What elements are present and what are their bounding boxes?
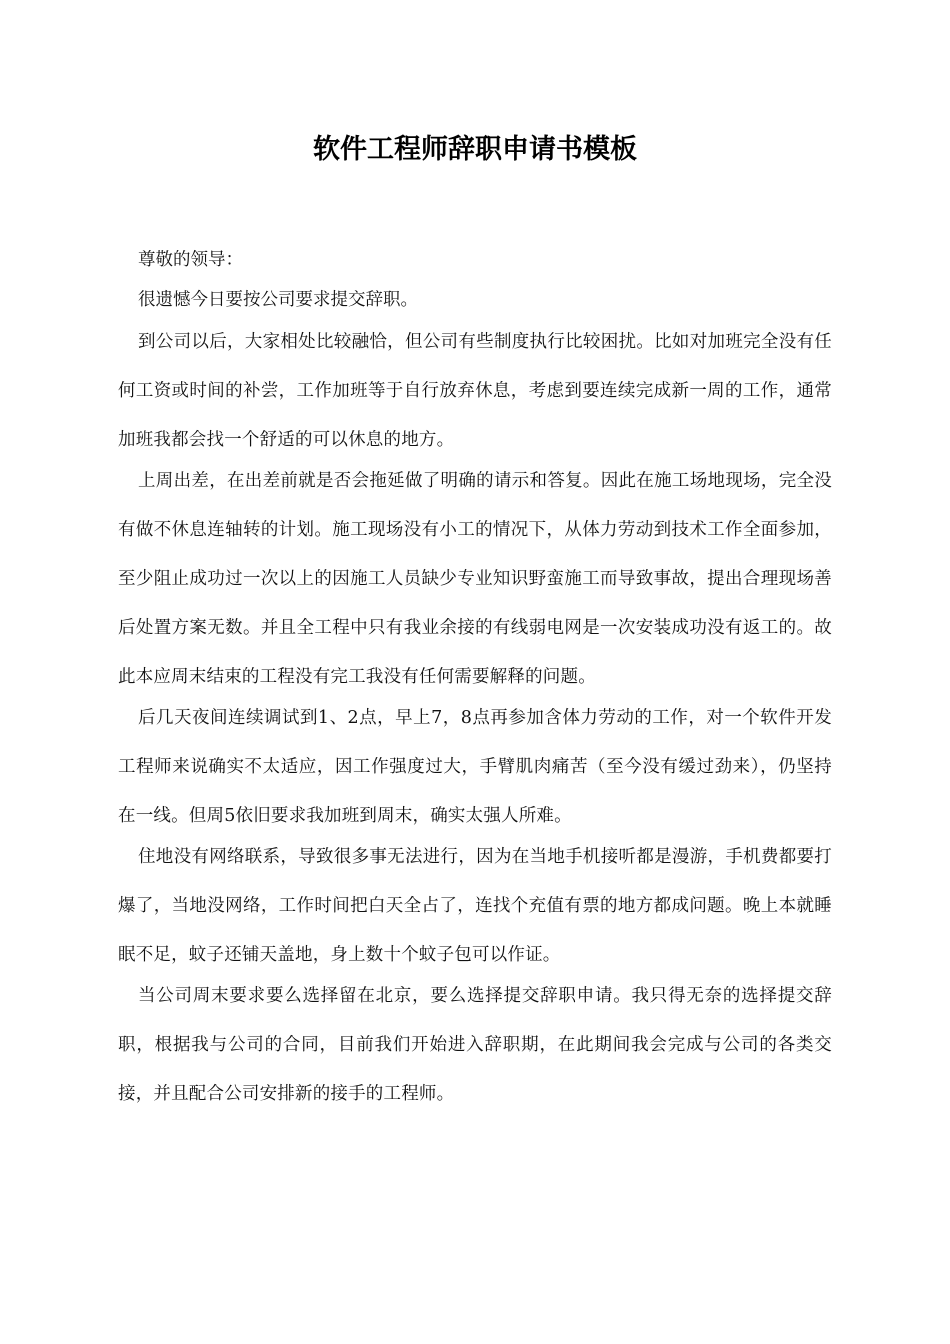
paragraph-intro: 很遗憾今日要按公司要求提交辞职。 bbox=[138, 290, 418, 310]
document-title: 软件工程师辞职申请书模板 bbox=[313, 134, 637, 165]
paragraph-living-conditions: 住地没有网络联系，导致很多事无法进行，因为在当地手机接听都是漫游，手机费都要打爆了，当地没网络，工作时间把白天全占了，连找个充值有票的地方都成问题。晚上本就睡眠不足，蚊子还铺天盖地，身上数十个蚊子包可以作证。 bbox=[118, 847, 832, 965]
letter-body bbox=[118, 240, 832, 1119]
paragraph-business-trip: 上周出差，在出差前就是否会拖延做了明确的请示和答复。因此在施工场地现场，完全没有做不休息连轴转的计划。施工现场没有小工的情况下，从体力劳动到技术工作全面参加，至少阻止成功过一次以上的因施工人员缺少专业知识野蛮施工而导致事故，提出合理现场善后处置方案无数。并且全工程中只有我业余接的有线弱电网是一次安装成功没有返工的。故此本应周末结束的工程没有完工我没有任何需要解释的问题。 bbox=[118, 471, 832, 687]
paragraph-night-debugging: 后几天夜间连续调试到1、2点，早上7，8点再参加含体力劳动的工作，对一个软件开发工程师来说确实不太适应，因工作强度过大，手臂肌肉痛苦（至今没有缓过劲来），仍坚持在一线。但周5依旧要求我加班到周末，确实太强人所难。 bbox=[118, 708, 832, 826]
salutation: 尊敬的领导： bbox=[138, 250, 243, 270]
paragraph-resignation: 当公司周末要求要么选择留在北京，要么选择提交辞职申请。我只得无奈的选择提交辞职，根据我与公司的合同，目前我们开始进入辞职期，在此期间我会完成与公司的各类交接，并且配合公司安排新的接手的工程师。 bbox=[118, 986, 832, 1104]
paragraph-overtime: 到公司以后，大家相处比较融恰，但公司有些制度执行比较困扰。比如对加班完全没有任何工资或时间的补尝，工作加班等于自行放弃休息，考虑到要连续完成新一周的工作，通常加班我都会找一个舒适的可以休息的地方。 bbox=[118, 332, 832, 450]
